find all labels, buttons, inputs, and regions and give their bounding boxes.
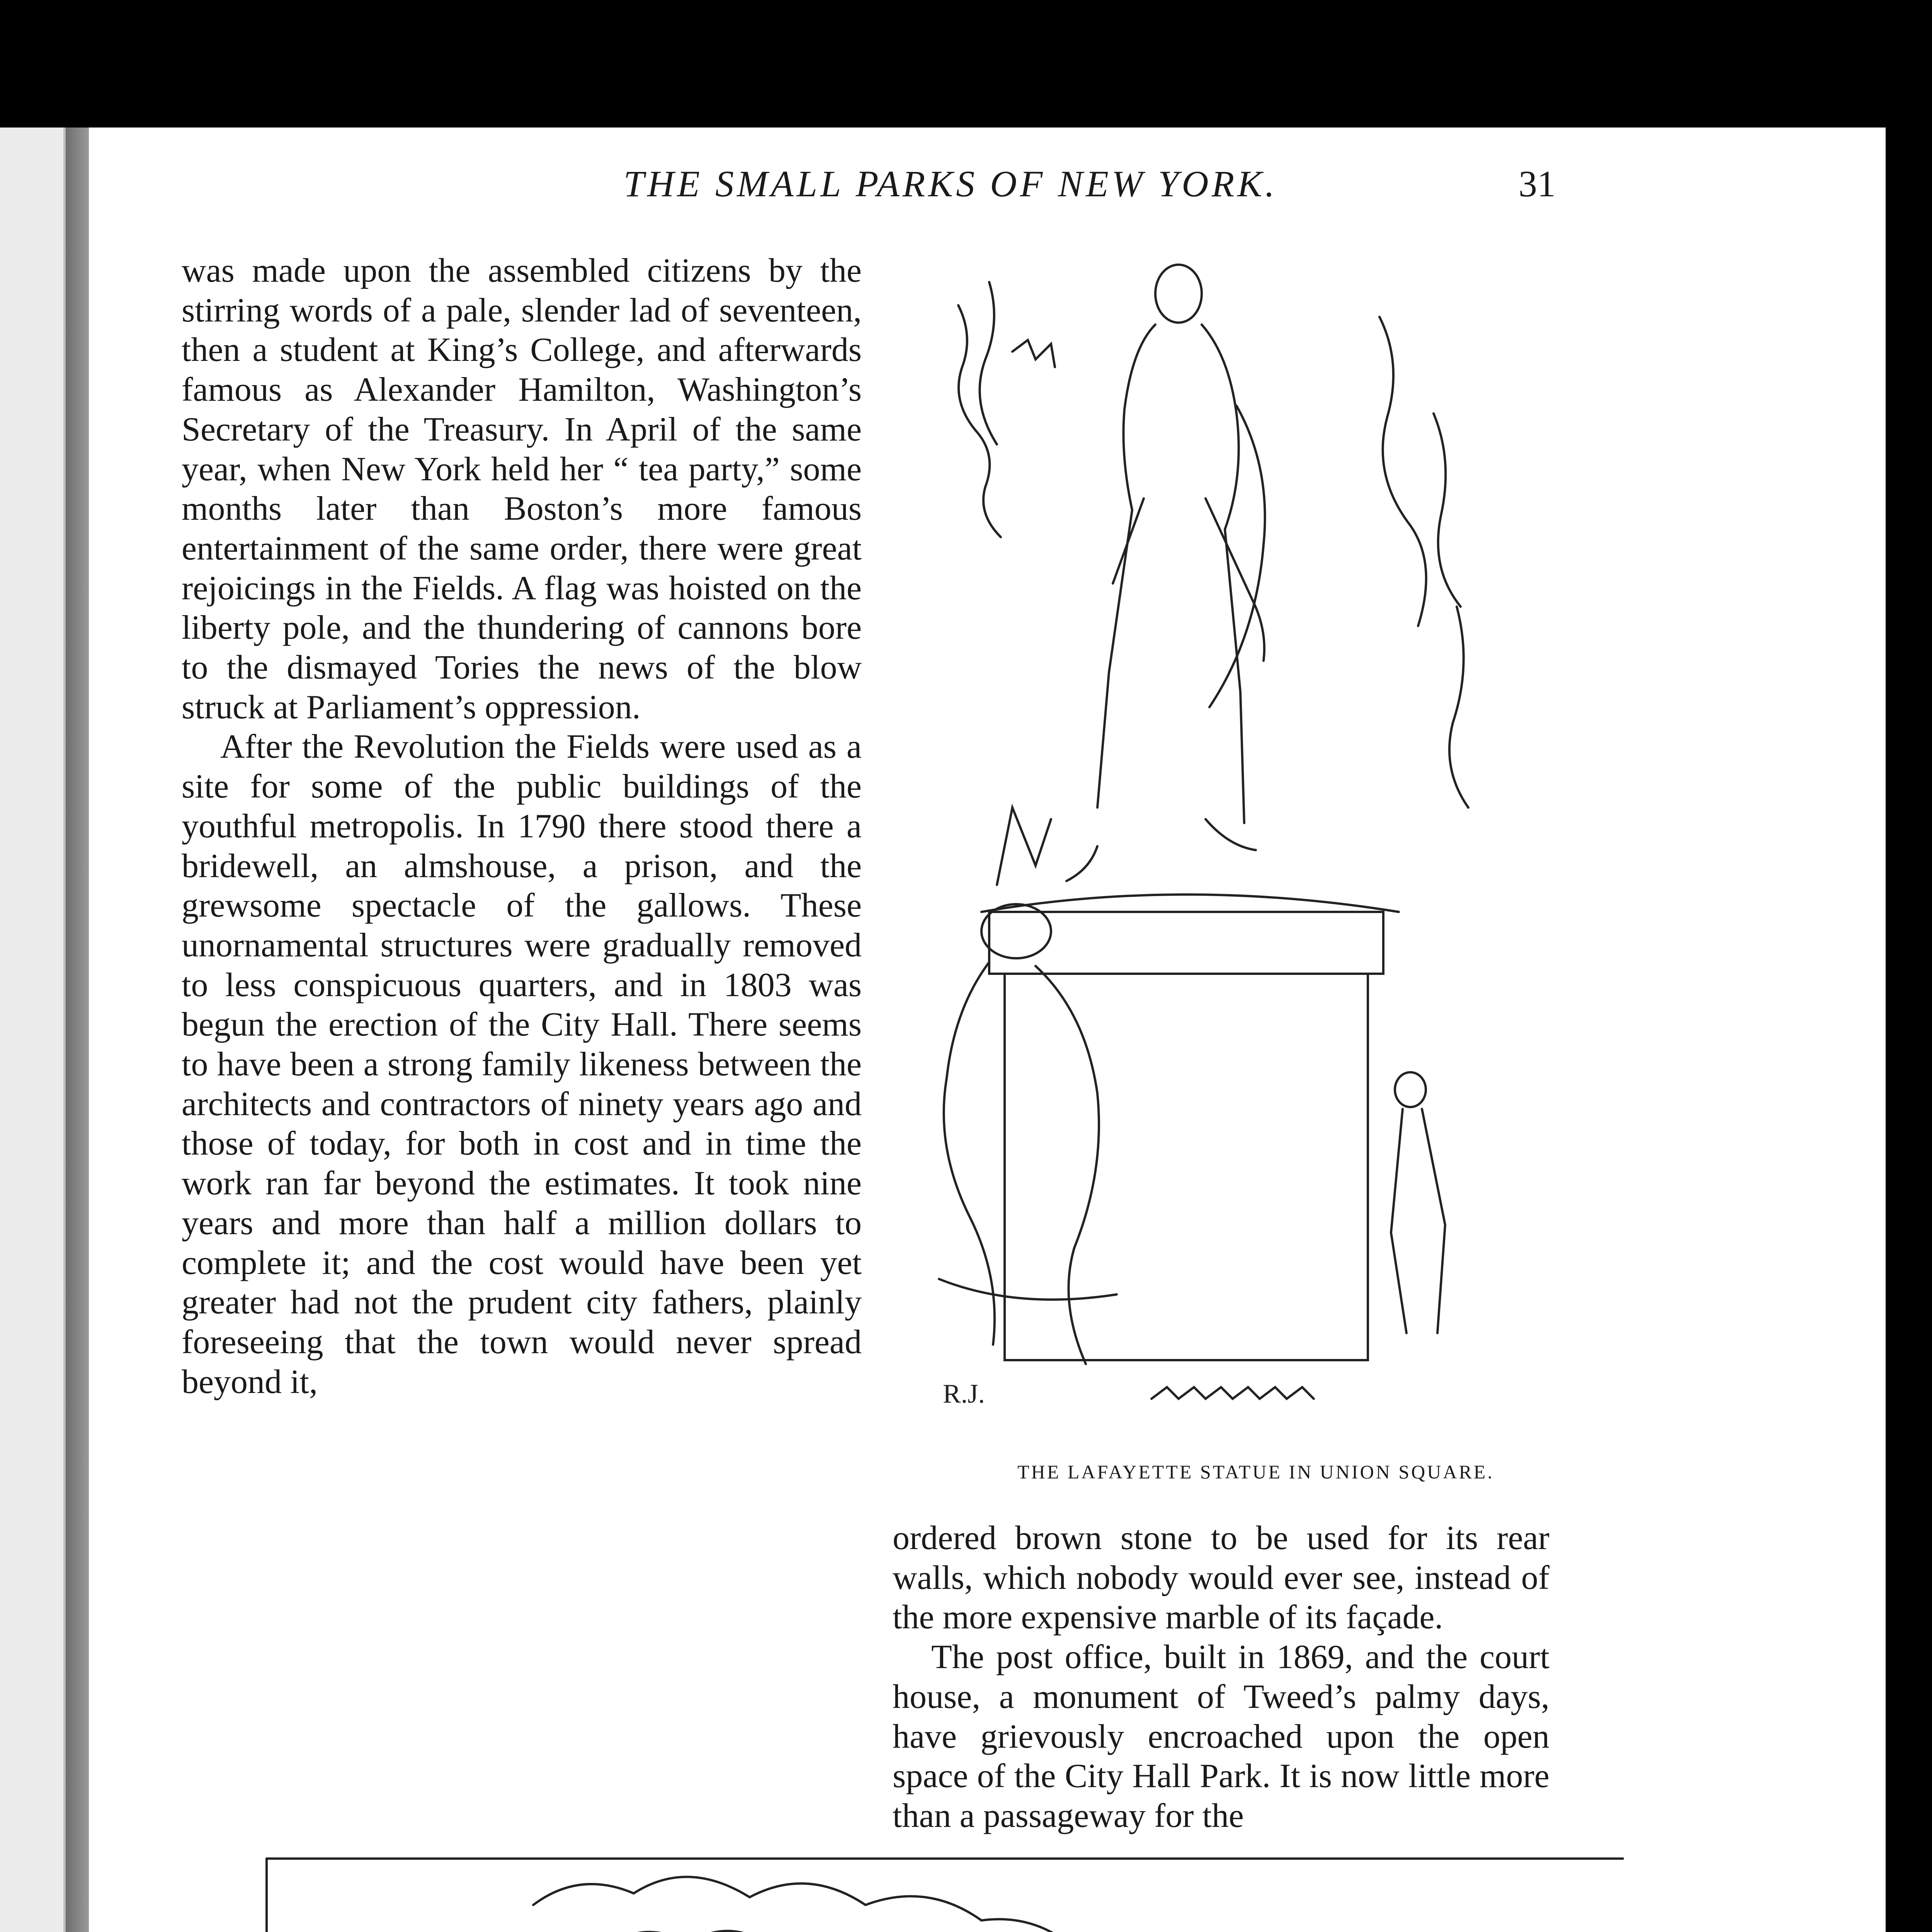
- madison-square-illustration: [263, 1855, 1631, 1932]
- artist-signature: R.J.: [943, 1379, 985, 1409]
- paragraph: After the Revolution the Fields were used as a site for some of the public buildings of the youthful metropolis. In 1790 there stood there a bridewell, an almshouse, a prison, and the grewsome spectacle of the gallows. These unornamental structures were gradually removed to less conspicuous quarters, and in 1803 was begun the erection of the City Hall. There seems to have been a strong family likeness between the architects and contractors of ninety years ago and those of today, for both in cost and in time the work ran far beyond the estimates. It took nine years and more than half a million dollars to complete it; and the cost would have been yet greater had not the prudent city fathers, plainly foreseeing that the town would never spread beyond it,: [182, 728, 862, 1401]
- book-spine: [66, 128, 89, 1932]
- running-head: THE SMALL PARKS OF NEW YORK.: [623, 163, 1278, 204]
- lafayette-statue-illustration: [935, 259, 1596, 1426]
- lafayette-caption: THE LAFAYETTE STATUE IN UNION SQUARE.: [1017, 1461, 1494, 1483]
- page-number: 31: [1519, 163, 1556, 204]
- paragraph: The post office, built in 1869, and the court house, a monument of Tweed’s palmy days, have grievously encroached upon the open space of the City Hall Park. It is now little more than a passageway for the: [893, 1638, 1549, 1835]
- left-page-edge: [0, 128, 66, 1932]
- left-text-column: [182, 251, 862, 1402]
- paragraph: ordered brown stone to be used for its rear walls, which nobody would ever see, instead of the more expensive marble of its façade.: [893, 1519, 1549, 1636]
- paragraph: was made upon the assembled citizens by the stirring words of a pale, slender lad of seventeen, then a student at King’s College, and afterwards famous as Alexander Hamilton, Washington’s Secretary of the Treasury. In April of the same year, when New York held her “ tea party,” some months later than Boston’s more famous entertainment of the same order, there were great rejoicings in the Fields. A flag was hoisted on the liberty pole, and the thundering of cannons bore to the dismayed Tories the news of the blow struck at Parliament’s oppression.: [182, 252, 862, 726]
- right-text-column: [893, 1519, 1549, 1836]
